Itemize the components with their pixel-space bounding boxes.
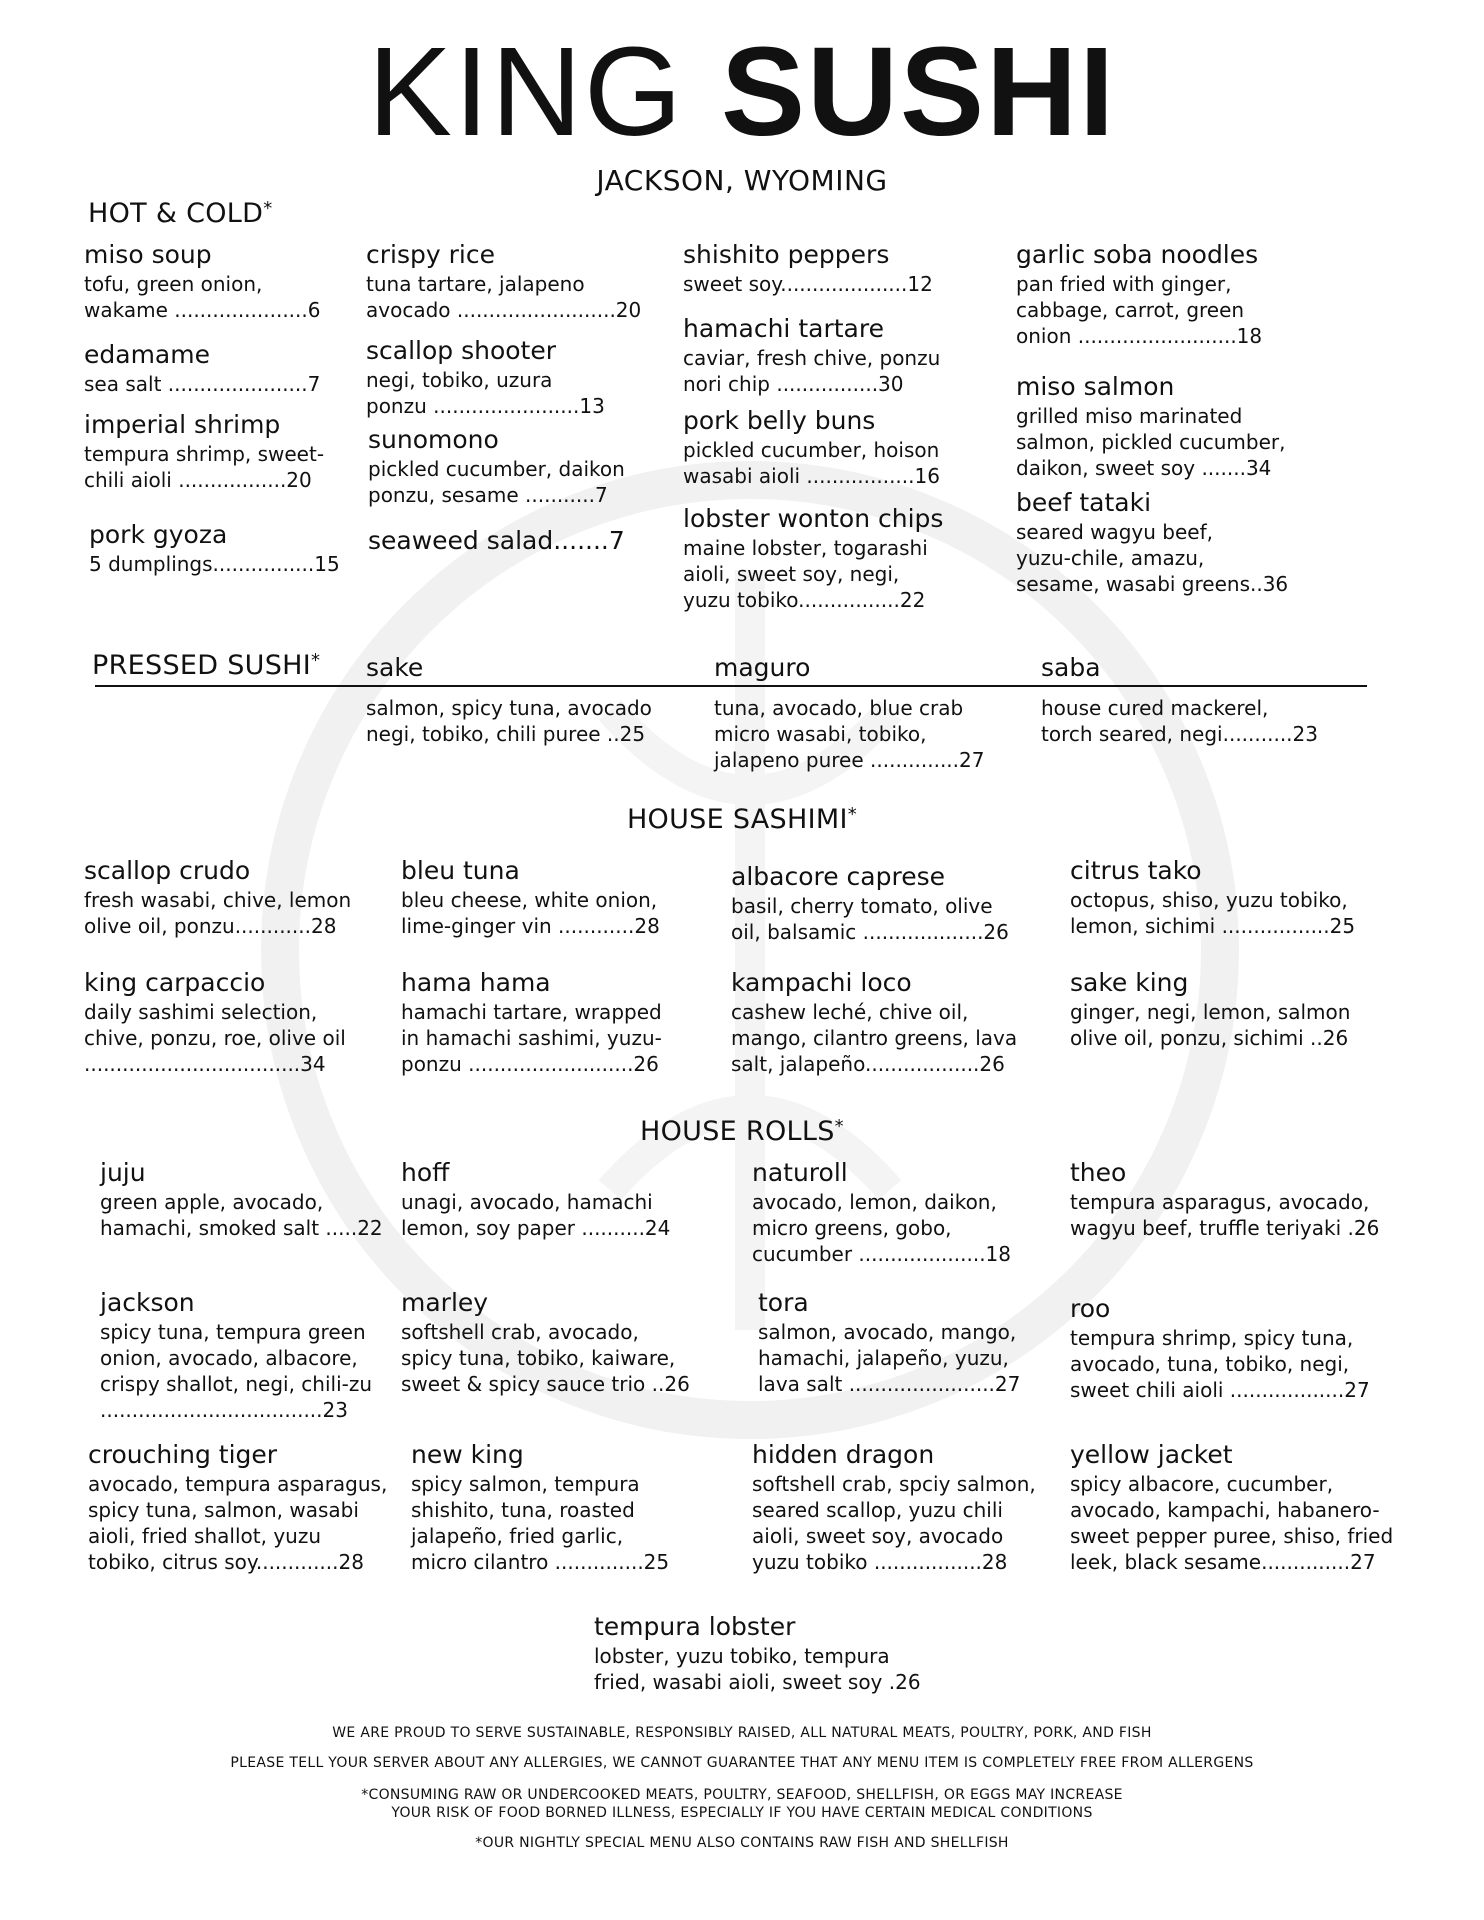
- item-name: sake: [366, 653, 424, 682]
- item-description: softshell crab, spciy salmon, seared scallop, yuzu chili aioli, sweet soy, avocado yuzu tobiko .................28: [752, 1472, 1036, 1574]
- item-name: edamame: [84, 340, 210, 369]
- item-description: sweet soy....................12: [683, 272, 933, 296]
- menu-item: [89, 520, 340, 577]
- footer-special-menu-note: *OUR NIGHTLY SPECIAL MENU ALSO CONTAINS RAW FISH AND SHELLFISH: [475, 1835, 1009, 1851]
- section-title-text: HOT & COLD: [88, 198, 264, 229]
- menu-item: [84, 340, 320, 397]
- menu-item: [758, 1288, 1020, 1397]
- item-description: ginger, negi, lemon, salmon olive oil, ponzu, sichimi ..26: [1070, 1000, 1351, 1050]
- asterisk: *: [834, 1116, 844, 1137]
- section-title-hot-cold: [88, 198, 273, 229]
- menu-item: [1070, 856, 1355, 939]
- menu-item: [731, 862, 1009, 945]
- item-description: sea salt ......................7: [84, 372, 321, 396]
- asterisk: *: [311, 650, 321, 671]
- item-description: spicy tuna, tempura green onion, avocado, albacore, crispy shallot, negi, chili-zu ...................................23: [100, 1320, 373, 1422]
- section-title-text: PRESSED SUSHI: [92, 650, 312, 681]
- item-name: pork belly buns: [683, 406, 876, 435]
- menu-item: [731, 968, 1017, 1077]
- item-name: scallop crudo: [84, 856, 251, 885]
- item-description: tofu, green onion, wakame .....................6: [84, 272, 321, 322]
- item-name: hamachi tartare: [683, 314, 884, 343]
- menu-item: [683, 240, 933, 297]
- item-name: saba: [1041, 653, 1101, 682]
- item-name: lobster wonton chips: [683, 504, 944, 533]
- menu-item: [714, 653, 984, 773]
- item-name: maguro: [714, 653, 811, 682]
- item-description: avocado, tempura asparagus, spicy tuna, salmon, wasabi aioli, fried shallot, yuzu tobiko, citrus soy.............28: [88, 1472, 388, 1574]
- item-name: tempura lobster: [594, 1612, 796, 1641]
- item-description: spicy salmon, tempura shishito, tuna, roasted jalapeño, fried garlic, micro cilantro ..............25: [411, 1472, 670, 1574]
- item-name: king carpaccio: [84, 968, 266, 997]
- logo-word-sushi: SUSHI: [721, 21, 1117, 162]
- item-name: albacore caprese: [731, 862, 946, 891]
- item-description: fresh wasabi, chive, lemon olive oil, ponzu............28: [84, 888, 352, 938]
- item-description: 5 dumplings................15: [89, 552, 340, 576]
- section-title-text: HOUSE ROLLS: [640, 1116, 835, 1147]
- menu-item: [1016, 372, 1286, 481]
- menu-item: [1016, 240, 1262, 349]
- item-description: octopus, shiso, yuzu tobiko, lemon, sichimi .................25: [1070, 888, 1356, 938]
- menu-item: [401, 1158, 670, 1241]
- menu-item: [366, 653, 652, 747]
- item-name: citrus tako: [1070, 856, 1202, 885]
- section-title-text: HOUSE SASHIMI: [626, 804, 848, 835]
- item-name: pork gyoza: [89, 520, 228, 549]
- item-name: juju: [100, 1158, 146, 1187]
- menu-item: [683, 504, 943, 613]
- item-description: caviar, fresh chive, ponzu nori chip ................30: [683, 346, 941, 396]
- menu-item: [1041, 653, 1318, 747]
- item-description: salmon, avocado, mango, hamachi, jalapeño, yuzu, lava salt .......................27: [758, 1320, 1021, 1396]
- item-description: tuna tartare, jalapeno avocado .........................20: [366, 272, 642, 322]
- menu-item: [84, 240, 320, 323]
- item-description: grilled miso marinated salmon, pickled cucumber, daikon, sweet soy .......34: [1016, 404, 1286, 480]
- menu-item: [683, 406, 940, 489]
- menu-item: [368, 425, 625, 508]
- item-description: green apple, avocado, hamachi, smoked salt .....22: [100, 1190, 383, 1240]
- item-description: spicy albacore, cucumber, avocado, kampachi, habanero- sweet pepper puree, shiso, fried leek, black sesame..............27: [1070, 1472, 1394, 1574]
- item-description: salmon, spicy tuna, avocado negi, tobiko, chili puree ..25: [366, 696, 652, 746]
- menu-item: [683, 314, 940, 397]
- restaurant-logo: [0, 22, 1484, 162]
- item-description: unagi, avocado, hamachi lemon, soy paper ..........24: [401, 1190, 671, 1240]
- item-description: pickled cucumber, hoison wasabi aioli .................16: [683, 438, 940, 488]
- item-name: seaweed salad.......7: [368, 526, 625, 555]
- menu-item: [84, 410, 324, 493]
- item-description: maine lobster, togarashi aioli, sweet soy, negi, yuzu tobiko................22: [683, 536, 928, 612]
- location-heading: JACKSON, WYOMING: [596, 164, 888, 197]
- item-name: bleu tuna: [401, 856, 520, 885]
- item-name: miso salmon: [1016, 372, 1175, 401]
- item-description: seared wagyu beef, yuzu-chile, amazu, sesame, wasabi greens..36: [1016, 520, 1289, 596]
- item-name: new king: [411, 1440, 524, 1469]
- menu-item: [368, 526, 625, 557]
- item-description: tuna, avocado, blue crab micro wasabi, tobiko, jalapeno puree ..............27: [714, 696, 985, 772]
- menu-item: [366, 336, 605, 419]
- footer-sustainability-note: WE ARE PROUD TO SERVE SUSTAINABLE, RESPONSIBLY RAISED, ALL NATURAL MEATS, POULTRY, PORK, AND FISH: [332, 1725, 1152, 1741]
- item-description: daily sashimi selection, chive, ponzu, roe, olive oil ..................................34: [84, 1000, 346, 1076]
- menu-item: [752, 1440, 1036, 1575]
- section-title-pressed-sushi: [92, 650, 320, 681]
- menu-item: [84, 968, 346, 1077]
- item-name: theo: [1070, 1158, 1127, 1187]
- item-description: pan fried with ginger, cabbage, carrot, green onion .........................18: [1016, 272, 1263, 348]
- item-name: miso soup: [84, 240, 212, 269]
- menu-item: [100, 1288, 372, 1423]
- footer-allergy-note: PLEASE TELL YOUR SERVER ABOUT ANY ALLERGIES, WE CANNOT GUARANTEE THAT ANY MENU ITEM IS COMPLETELY FREE FROM ALLERGENS: [230, 1755, 1254, 1771]
- section-title-house-sashimi: [0, 804, 1484, 835]
- section-title-house-rolls: [0, 1116, 1484, 1147]
- menu-item: [84, 856, 351, 939]
- item-name: imperial shrimp: [84, 410, 281, 439]
- item-description: avocado, lemon, daikon, micro greens, gobo, cucumber ....................18: [752, 1190, 1012, 1266]
- menu-item: [1070, 968, 1350, 1051]
- item-name: crouching tiger: [88, 1440, 278, 1469]
- menu-item: [366, 240, 641, 323]
- item-description: negi, tobiko, uzura ponzu .......................13: [366, 368, 605, 418]
- item-name: tora: [758, 1288, 809, 1317]
- item-description: house cured mackerel, torch seared, negi...........23: [1041, 696, 1318, 746]
- menu-item: [1070, 1440, 1393, 1575]
- menu-item: [88, 1440, 387, 1575]
- item-name: hidden dragon: [752, 1440, 935, 1469]
- menu-item: [1016, 488, 1288, 597]
- item-description: basil, cherry tomato, olive oil, balsamic ...................26: [731, 894, 1009, 944]
- menu-item: [401, 856, 660, 939]
- item-description: hamachi tartare, wrapped in hamachi sashimi, yuzu- ponzu ..........................26: [401, 1000, 662, 1076]
- logo-word-king: KING: [367, 21, 684, 162]
- item-description: pickled cucumber, daikon ponzu, sesame ...........7: [368, 457, 625, 507]
- item-description: lobster, yuzu tobiko, tempura fried, wasabi aioli, sweet soy .26: [594, 1644, 921, 1694]
- item-description: tempura asparagus, avocado, wagyu beef, truffle teriyaki .26: [1070, 1190, 1380, 1240]
- item-name: garlic soba noodles: [1016, 240, 1259, 269]
- item-name: naturoll: [752, 1158, 848, 1187]
- item-name: kampachi loco: [731, 968, 912, 997]
- item-name: roo: [1070, 1294, 1111, 1323]
- menu-item: [100, 1158, 383, 1241]
- item-description: bleu cheese, white onion, lime-ginger vin ............28: [401, 888, 660, 938]
- item-description: softshell crab, avocado, spicy tuna, tobiko, kaiware, sweet & spicy sauce trio ..26: [401, 1320, 690, 1396]
- asterisk: *: [847, 804, 858, 825]
- menu-item: [1070, 1294, 1370, 1403]
- item-name: shishito peppers: [683, 240, 890, 269]
- item-name: beef tataki: [1016, 488, 1152, 517]
- item-description: tempura shrimp, sweet- chili aioli .................20: [84, 442, 325, 492]
- item-name: marley: [401, 1288, 489, 1317]
- menu-item: [752, 1158, 1011, 1267]
- item-name: hoff: [401, 1158, 450, 1187]
- item-name: sunomono: [368, 425, 499, 454]
- item-name: jackson: [100, 1288, 195, 1317]
- item-name: yellow jacket: [1070, 1440, 1233, 1469]
- asterisk: *: [263, 198, 273, 219]
- item-name: hama hama: [401, 968, 551, 997]
- item-name: sake king: [1070, 968, 1189, 997]
- menu-item: [401, 968, 662, 1077]
- item-description: tempura shrimp, spicy tuna, avocado, tuna, tobiko, negi, sweet chili aioli ..................27: [1070, 1326, 1370, 1402]
- item-name: scallop shooter: [366, 336, 557, 365]
- item-description: cashew leché, chive oil, mango, cilantro greens, lava salt, jalapeño..................26: [731, 1000, 1018, 1076]
- menu-item: [594, 1612, 921, 1695]
- menu-item: [411, 1440, 669, 1575]
- menu-item: [1070, 1158, 1379, 1241]
- footer-consumption-warning: *CONSUMING RAW OR UNDERCOOKED MEATS, POULTRY, SEAFOOD, SHELLFISH, OR EGGS MAY INCREASE YOUR RISK OF FOOD BORNED ILLNESS, ESPECIALLY IF YOU HAVE CERTAIN MEDICAL CONDITIONS: [361, 1787, 1123, 1821]
- menu-item: [401, 1288, 690, 1397]
- item-name: crispy rice: [366, 240, 495, 269]
